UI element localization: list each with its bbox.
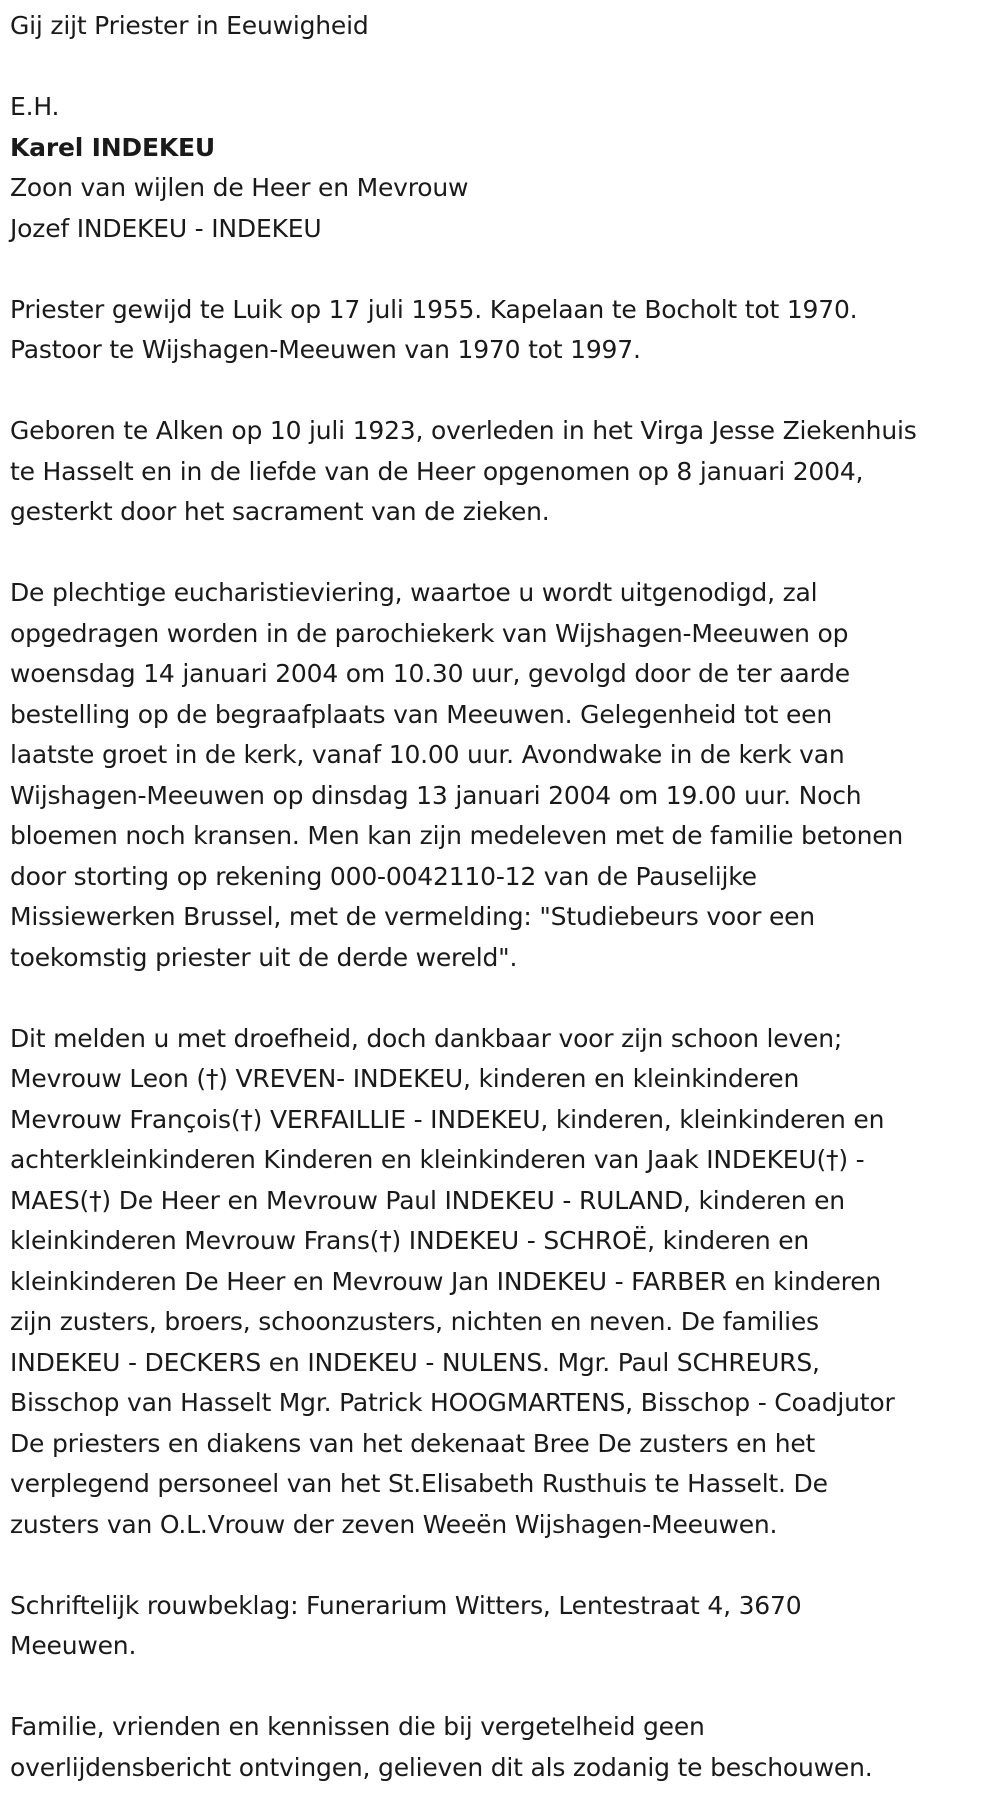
paragraph-line: bloemen noch kransen. Men kan zijn medeleven met de familie betonen xyxy=(10,821,904,850)
paragraph-line: Wijshagen-Meeuwen op dinsdag 13 januari 2004 om 19.00 uur. Noch xyxy=(10,780,862,810)
spacer xyxy=(10,1545,990,1586)
spacer xyxy=(10,1667,990,1708)
paragraph-line: INDEKEU - DECKERS en INDEKEU - NULENS. Mgr. Paul SCHREURS, xyxy=(10,1347,820,1377)
paragraph-line: De plechtige eucharistieviering, waartoe u wordt uitgenodigd, zal xyxy=(10,578,818,607)
ordination-paragraph xyxy=(10,290,990,371)
paragraph-line: te Hasselt en in de liefde van de Heer opgenomen op 8 januari 2004, xyxy=(10,456,864,486)
paragraph-line: De priesters en diakens van het dekenaat Bree De zusters en het xyxy=(10,1428,816,1458)
parents-line-2: Jozef INDEKEU - INDEKEU xyxy=(10,213,322,243)
parents-line-1: Zoon van wijlen de Heer en Mevrouw xyxy=(10,173,469,202)
paragraph-line: Mevrouw François(†) VERFAILLIE - INDEKEU, kinderen, kleinkinderen en xyxy=(10,1104,885,1134)
title-prefix: E.H. xyxy=(10,92,60,121)
spacer xyxy=(10,47,990,88)
paragraph-line: toekomstig priester uit de derde wereld". xyxy=(10,942,518,972)
paragraph-line: kleinkinderen Mevrouw Frans(†) INDEKEU - SCHROË, kinderen en xyxy=(10,1226,810,1255)
paragraph-line: opgedragen worden in de parochiekerk van Wijshagen-Meeuwen op xyxy=(10,618,849,648)
paragraph-line: zijn zusters, broers, schoonzusters, nichten en neven. De families xyxy=(10,1307,819,1336)
paragraph-line: Pastoor te Wijshagen-Meeuwen van 1970 tot 1997. xyxy=(10,335,641,364)
spacer xyxy=(10,249,990,290)
paragraph-line: Schriftelijk rouwbeklag: Funerarium Witters, Lentestraat 4, 3670 xyxy=(10,1590,802,1620)
closing-paragraph xyxy=(10,1707,990,1788)
paragraph-line: Missiewerken Brussel, met de vermelding: "Studiebeurs voor een xyxy=(10,902,815,931)
paragraph-line: kleinkinderen De Heer en Mevrouw Jan INDEKEU - FARBER en kinderen xyxy=(10,1266,882,1296)
paragraph-line: overlijdensbericht ontvingen, gelieven dit als zodanig te beschouwen. xyxy=(10,1752,873,1782)
paragraph-line: achterkleinkinderen Kinderen en kleinkinderen van Jaak INDEKEU(†) - xyxy=(10,1145,865,1174)
paragraph-line: Geboren te Alken op 10 juli 1923, overleden in het Virga Jesse Ziekenhuis xyxy=(10,416,917,445)
ceremony-paragraph xyxy=(10,573,990,978)
paragraph-line: Mevrouw Leon (†) VREVEN- INDEKEU, kinderen en kleinkinderen xyxy=(10,1064,800,1093)
paragraph-line: door storting op rekening 000-0042110-12 van de Pauselijke xyxy=(10,861,757,891)
paragraph-line: Meeuwen. xyxy=(10,1631,137,1660)
paragraph-line: zusters van O.L.Vrouw der zeven Weeën Wijshagen-Meeuwen. xyxy=(10,1509,778,1539)
paragraph-line: gesterkt door het sacrament van de zieken. xyxy=(10,497,550,526)
spacer xyxy=(10,371,990,412)
family-paragraph xyxy=(10,1019,990,1546)
spacer xyxy=(10,533,990,574)
paragraph-line: Familie, vrienden en kennissen die bij vergetelheid geen xyxy=(10,1712,705,1741)
condolences-paragraph xyxy=(10,1586,990,1667)
paragraph-line: Bisschop van Hasselt Mgr. Patrick HOOGMARTENS, Bisschop - Coadjutor xyxy=(10,1388,895,1417)
paragraph-line: laatste groet in de kerk, vanaf 10.00 uur. Avondwake in de kerk van xyxy=(10,740,845,769)
paragraph-line: Priester gewijd te Luik op 17 juli 1955. Kapelaan te Bocholt tot 1970. xyxy=(10,294,858,324)
paragraph-line: Dit melden u met droefheid, doch dankbaar voor zijn schoon leven; xyxy=(10,1023,843,1053)
paragraph-line: verplegend personeel van het St.Elisabeth Rusthuis te Hasselt. De xyxy=(10,1469,828,1498)
spacer xyxy=(10,978,990,1019)
paragraph-line: woensdag 14 januari 2004 om 10.30 uur, gevolgd door de ter aarde xyxy=(10,659,850,688)
paragraph-line: bestelling op de begraafplaats van Meeuwen. Gelegenheid tot een xyxy=(10,699,832,729)
birth-death-paragraph xyxy=(10,411,990,533)
notice-heading: Gij zijt Priester in Eeuwigheid xyxy=(10,11,369,40)
deceased-name: Karel INDEKEU xyxy=(10,132,216,162)
paragraph-line: MAES(†) De Heer en Mevrouw Paul INDEKEU - RULAND, kinderen en xyxy=(10,1185,845,1215)
